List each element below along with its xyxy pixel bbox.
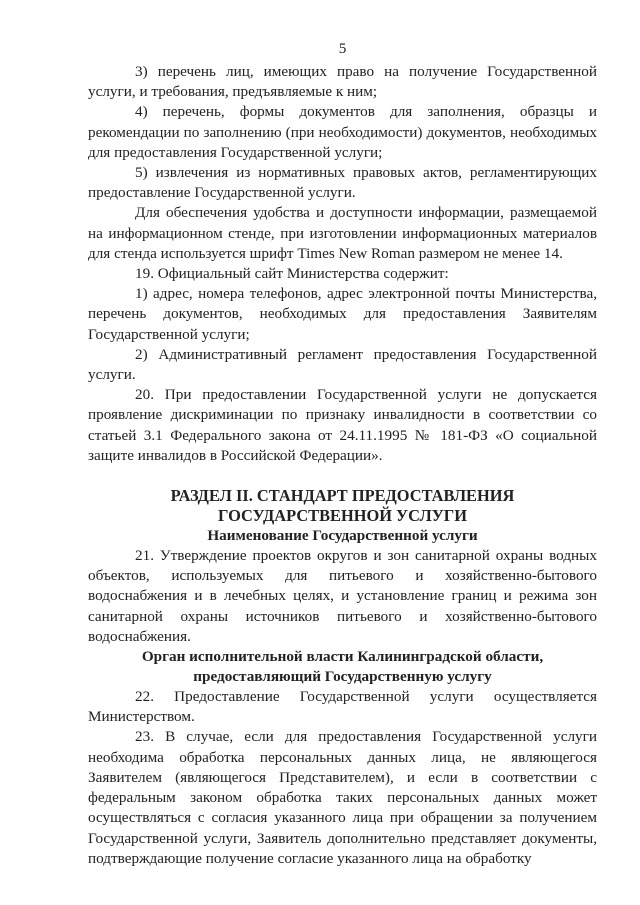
- paragraph-19-intro: 19. Официальный сайт Министерства содержит:: [135, 265, 449, 283]
- section-title: [88, 486, 597, 526]
- section-title-line-2: ГОСУДАРСТВЕННОЙ УСЛУГИ: [218, 506, 467, 526]
- subheading-executive-body-line-2: предоставляющий Государственную услугу: [193, 668, 492, 686]
- paragraph-23: 23. В случае, если для предоставления Государственной услуги необходима обработка персональных данных лица, не являющегося Заявителем (являющегося Представителем), и если в соответствии с федеральным законом обработка таких персональных данных может осуществляться с согласия указанного лица при обращении за получением Государственной услуги, Заявитель дополнительно представляет документы, подтверждающие получение согласие указанного лица на обработку: [88, 728, 597, 867]
- section-title-line-1: РАЗДЕЛ II. СТАНДАРТ ПРЕДОСТАВЛЕНИЯ: [170, 486, 515, 506]
- paragraph-19-item-1: 1) адрес, номера телефонов, адрес электронной почты Министерства, перечень документов, необходимых для предоставления Заявителям Государственной услуги;: [88, 285, 597, 343]
- list-item-3: 3) перечень лиц, имеющих право на получение Государственной услуги, и требования, предъявляемые к ним;: [88, 63, 597, 101]
- info-stand-paragraph: Для обеспечения удобства и доступности информации, размещаемой на информационном стенде, при изготовлении информационных материалов для стенда используется шрифт Times New Roman размером не менее 14.: [88, 204, 597, 262]
- paragraph-20: 20. При предоставлении Государственной услуги не допускается проявление дискриминации по признаку инвалидности в соответствии со статьей 3.1 Федерального закона от 24.11.1995 № 181-ФЗ «О социальной защите инвалидов в Российской Федерации».: [88, 386, 597, 464]
- paragraph-19-item-2: 2) Административный регламент предоставления Государственной услуги.: [88, 345, 597, 384]
- page-number: 5: [338, 40, 347, 57]
- subheading-service-name: Наименование Государственной услуги: [207, 527, 478, 545]
- list-item-5: 5) извлечения из нормативных правовых актов, регламентирующих предоставление Государственной услуги.: [88, 164, 597, 202]
- subheading-executive-body: [88, 647, 597, 687]
- list-item-4: 4) перечень, формы документов для заполнения, образцы и рекомендации по заполнению (при необходимости) документов, необходимых для предоставления Государственной услуги;: [88, 103, 597, 161]
- paragraph-21: 21. Утверждение проектов округов и зон санитарной охраны водных объектов, используемых для питьевого и хозяйственно-бытового водоснабжения и в лечебных целях, и установление границ и режима зон санитарной охраны источников питьевого и хозяйственно-бытового водоснабжения.: [88, 547, 597, 645]
- subheading-executive-body-line-1: Орган исполнительной власти Калининградской области,: [141, 648, 544, 666]
- paragraph-22: 22. Предоставление Государственной услуги осуществляется Министерством.: [88, 688, 597, 726]
